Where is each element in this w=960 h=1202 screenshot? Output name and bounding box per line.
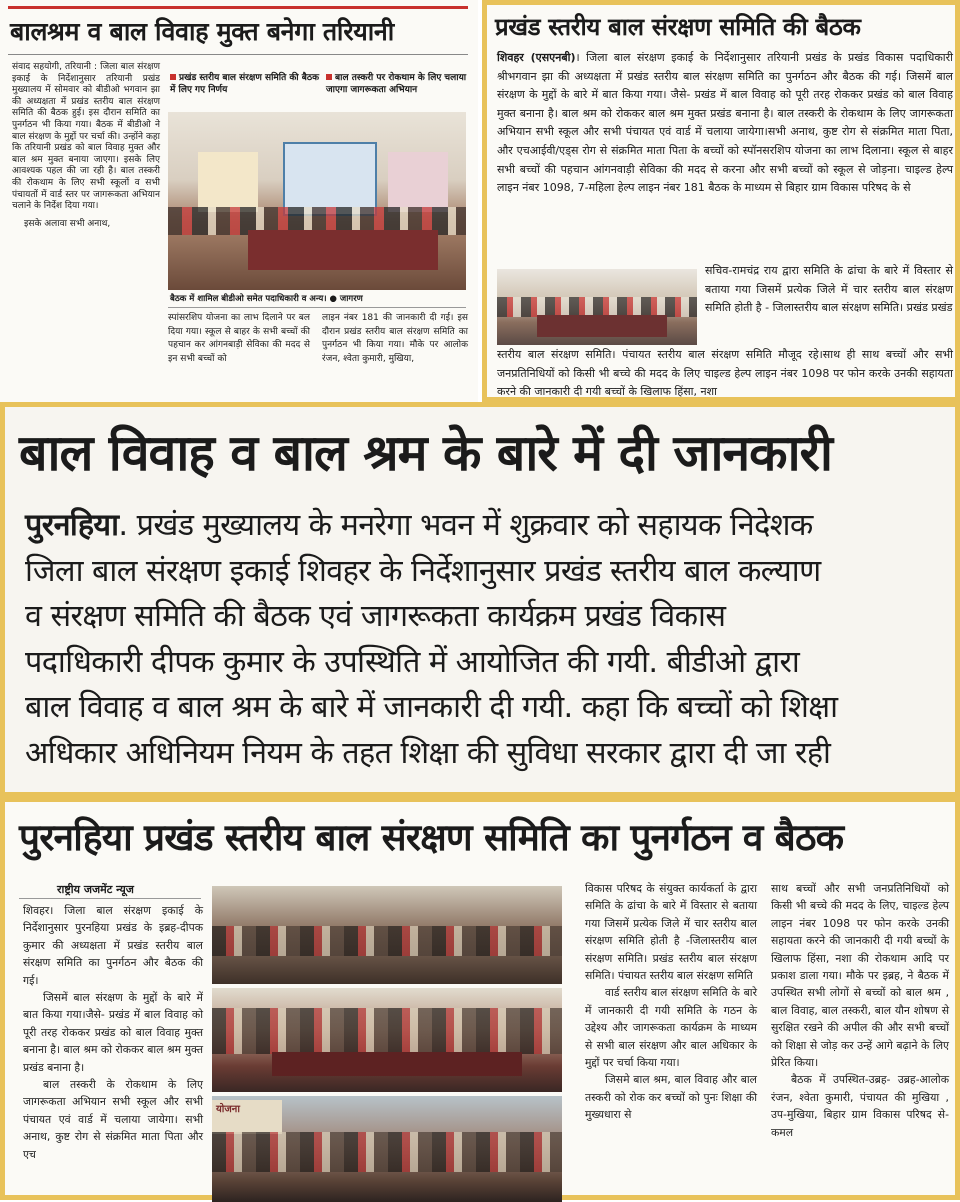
photo-caption: बैठक में शामिल बीडीओ समेत पदाधिकारी व अन्य। ● जागरण (170, 294, 363, 304)
clipping-purnahiya-info (0, 402, 960, 797)
article-body: पुरनहिया. प्रखंड मुख्यालय के मनरेगा भवन में शुक्रवार को सहायक निदेशक जिला बाल संरक्षण इकाई शिवहर के निर्देशानुसार प्रखंड स्तरीय बाल कल्याण व संरक्षण समिति की बैठक एवं जागरूकता कार्यक्रम प्रखंड विकास पदाधिकारी दीपक कुमार के उपस्थिति में आयोजित की गयी. बीडीओ द्वारा बाल विवाह व बाल श्रम के बारे में जानकारी दी गयी. कहा कि बच्चों को शिक्षा अधिकार अधिनियम नियम के तहत शिक्षा की सुविधा सरकार द्वारा दी जा रही (25, 503, 947, 777)
byline: राष्ट्रीय जजमेंट न्यूज (57, 883, 134, 896)
kicker-left: प्रखंड स्तरीय बाल संरक्षण समिति की बैठक में लिए गए निर्णय (170, 73, 320, 95)
text-line: व संरक्षण समिति की बैठक एवं जागरूकता कार्यक्रम प्रखंड विकास (25, 599, 726, 635)
paragraph: बैठक में उपस्थित-उब्रह- उब्रह-आलोक रंजन, श्वेता कुमारी, पंचायत की मुखिया , उप-मुखिया, बिहार ग्राम विकास परिषद से-कमल (771, 1073, 949, 1139)
paragraph: शिवहर। जिला बाल संरक्षण इकाई के निर्देशानुसार पुरनहिया प्रखंड के इब्रह-दीपक कुमार की अध्यक्षता में प्रखंड स्तरीय बाल संरक्षण समिति का पुनर्गठन और बैठक की गई। (23, 904, 203, 987)
text-line: पदाधिकारी दीपक कुमार के उपस्थिति में आयोजित की गयी. बीडीओ द्वारा (25, 644, 800, 680)
bullet-icon (170, 74, 176, 80)
article-wrap-text: सचिव-रामचंद्र राय द्वारा समिति के ढांचा के बारे में विस्तार से बताया गया जिसमें प्रत्येक जिले में चार स्तरीय बाल संरक्षण समिति होती है - जिलास्तरीय बाल संरक्षण समिति। प्रखंड प्रखंड (705, 264, 953, 315)
article-body: शिवहर (एसएनबी)। जिला बाल संरक्षण इकाई के निर्देशानुसार तरियानी प्रखंड के प्रखंड विकास पदाधिकारी श्रीभगवान झा की अध्यक्षता में प्रखंड स्तरीय बाल संरक्षण समिति का पुनर्गठन और बैठक की गई। जिसमें बाल संरक्षण के मुद्दों के बारे में बात किया गया। जैसे- प्रखंड में बाल विवाह को पूरी तरह रोककर प्रखंड को बाल विवाह मुक्त बनाना है। बाल श्रम को रोककर बाल श्रम मुक्त प्रखंड बनाना है। बाल तस्करी के रोकथाम के लिए जागरूकता अभियान सभी स्कूल और सभी पंचायत एवं वार्ड में चलाया जायेगा।सभी अनाथ, कुष्ट रोग से संक्रमित माता पिता, और एचआईवी/एड्स रोग से संक्रमित माता पिता के बच्चों को स्पॉनसरशिप योजना का लाभ दिलाना। स्कूल से बाहर सभी बच्चों की पहचान आंगनवाड़ी सेविका की मदद से करना और सभी बच्चों को स्कूल से जोड़ना। चाइल्ड हेल्प लाइन नंबर 1098, 7-महिला हेल्प लाइन नंबर 181 बैठक के माध्यम से बिहार ग्राम विकास परिषद के से (497, 51, 953, 195)
article-column (585, 880, 757, 1124)
headline: पुरनहिया प्रखंड स्तरीय बाल संरक्षण समिति का पुनर्गठन व बैठक (19, 816, 844, 859)
paragraph: वार्ड स्तरीय बाल संरक्षण समिति के बारे में जानकारी दी गयी समिति के गठन के उद्देश्य और जागरूकता कार्यक्रम के माध्यम से सभी बाल संरक्षण और बाल अधिकार के मुद्दों पर चर्चा किया गया। (585, 986, 757, 1070)
divider (8, 54, 468, 55)
paragraph: साथ बच्चों और सभी जनप्रतिनिधियों को किसी भी बच्चे की मदद के लिए, चाइल्ड हेल्प लाइन नंबर 1098 पर फोन करके उनकी सहायता करने की जानकारी दी गयी बच्चों के खिलाफ हिंसा, नशा की रोकथाम आदि पर प्रकाश डाला गया। मौके पर इब्रह, ने बैठक में उपस्थित सभी लोगों से बच्चों को बाल श्रम , बाल विवाह, बाल तस्करी, बाल यौन शोषण से सुरक्षित रखने की अपील की और सभी बच्चों को शिक्षा से जोड़ कर उन्हें आगे बढ़ाने के लिए प्रेरित किया। (771, 882, 949, 1070)
header-rule (8, 6, 468, 9)
headline: प्रखंड स्तरीय बाल संरक्षण समिति की बैठक (495, 13, 861, 41)
divider (168, 307, 466, 308)
article-column: स्पांसरशिप योजना का लाभ दिलाने पर बल दिया गया। स्कूल से बाहर के सभी बच्चों की पहचान कर आंगनबाड़ी सेविका की मदद से इन सभी बच्चों को (168, 313, 310, 364)
headline: बाल विवाह व बाल श्रम के बारे में दी जानकारी (19, 424, 832, 482)
article-column (23, 902, 203, 1163)
paragraph: बाल तस्करी के रोकथाम के लिए जागरूकता अभियान सभी स्कूल और सभी पंचायत एवं वार्ड में चलाया जायेगा। सभी अनाथ, कुष्ट रोग से संक्रमित माता पिता और एच (23, 1078, 203, 1161)
paragraph: जिसमे बाल श्रम, बाल विवाह और बाल तस्करी को रोक कर बच्चों को पुनः शिक्षा की मुख्यधारा से (585, 1073, 757, 1122)
divider (19, 898, 201, 899)
paragraph: विकास परिषद के संयुक्त कार्यकर्ता के द्वारा समिति के ढांचा के बारे में विस्तार से बताया गया जिसमें प्रत्येक जिले में चार स्तरीय बाल संरक्षण समिति होती है -जिलास्तरीय बाल संरक्षण समिति। प्रखंड स्तरीय बाल संरक्षण समिति। पंचायत स्तरीय बाल संरक्षण समिति (585, 882, 757, 983)
clipping-tariyani (0, 0, 478, 402)
article-column (771, 880, 949, 1141)
article-column: लाइन नंबर 181 की जानकारी दी गई। इस दौरान प्रखंड स्तरीय बाल संरक्षण समिति का पुनर्गठन भी किया गया। मौके पर आलोक रंजन, श्वेता कुमारी, मुखिया, (322, 313, 468, 364)
dateline: शिवहर (एसएनबी) (497, 51, 576, 64)
dateline: पुरनहिया (25, 508, 119, 543)
meeting-photo (212, 988, 562, 1092)
text-line: बाल विवाह व बाल श्रम के बारे में जानकारी दी गयी. कहा कि बच्चों को शिक्षा (25, 690, 838, 726)
banner-sign: योजना (212, 1100, 282, 1134)
paragraph: संवाद सहयोगी, तरियानी : जिला बाल संरक्षण इकाई के निर्देशानुसार तरियानी प्रखंड मुख्यालय में सोमवार को बीडीओ भगवान झा की अध्यक्षता में प्रखंड स्तरीय बाल संरक्षण समिति की बैठक हुई। इस दौरान समिति का पुनर्गठन भी किया गया। बैठक में बीडीओ ने बाल संरक्षण के मुद्दों पर चर्चा की। उन्होंने कहा कि तरियानी प्रखंड को बाल विवाह मुक्त और बाल श्रम मुक्त बनाया जाएगा। इसके लिए आवश्यक पहल की जा रही है। बाल तस्करी की रोकथाम के लिए सभी स्कूलों व सभी पंचायतों में वार्ड स्तर पर जागरूकता अभियान चलाने के निर्देश दिया गया। (12, 62, 160, 212)
headline: बालश्रम व बाल विवाह मुक्त बनेगा तरियानी (10, 17, 394, 46)
clipping-purnahiya-reorg (0, 797, 960, 1200)
text-line: अधिकार अधिनियम नियम के तहत शिक्षा की सुविधा सरकार द्वारा दी जा रही (25, 735, 831, 771)
meeting-photo (212, 886, 562, 984)
meeting-photo (497, 269, 697, 345)
paragraph: जिसमें बाल संरक्षण के मुद्दों के बारे में बात किया गया।जैसे- प्रखंड में बाल विवाह को पूरी तरह रोककर प्रखंड को बाल विवाह मुक्त बनाना है। बाल श्रम को रोककर बाल श्रम मुक्त प्रखंड बनाना है। (23, 991, 203, 1074)
meeting-photo (212, 1096, 562, 1202)
text-line: जिला बाल संरक्षण इकाई शिवहर के निर्देशानुसार प्रखंड स्तरीय बाल कल्याण (25, 553, 821, 589)
kicker-right: बाल तस्करी पर रोकथाम के लिए चलाया जाएगा जागरूकता अभियान (326, 73, 467, 95)
article-column (12, 62, 160, 236)
paragraph: इसके अलावा सभी अनाथ, (24, 218, 111, 229)
clipping-sheohar-snb (482, 0, 960, 402)
bullet-icon (326, 74, 332, 80)
article-tail: स्तरीय बाल संरक्षण समिति। पंचायत स्तरीय बाल संरक्षण समिति मौजूद रहे।साथ ही साथ बच्चों और सभी जनप्रतिनिधियों को किसी भी बच्चे की मदद के लिए चाइल्ड हेल्प लाइन नंबर 1098 पर फोन करके उनकी सहायता करने की जानकारी दी गयी बच्चों के खिलाफ हिंसा, नशा (497, 348, 953, 399)
meeting-photo (168, 112, 466, 290)
